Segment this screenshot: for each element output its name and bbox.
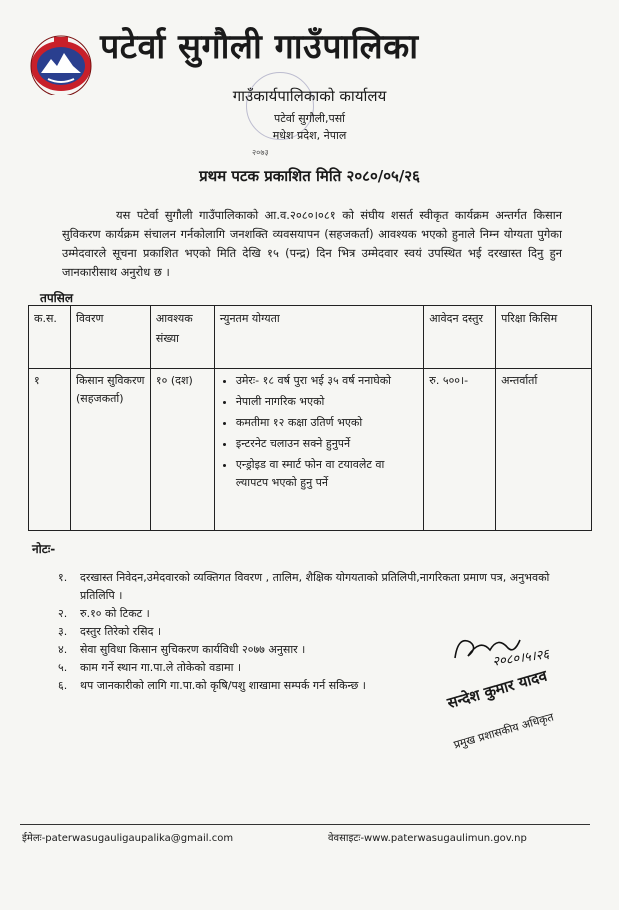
table-row [29,369,592,531]
cell-exam-type: अन्तर्वार्ता [496,369,592,531]
cell-sn: १ [29,369,71,531]
list-item: ६. थप जानकारीको लागि गा.पा.को कृषि/पशु शाखामा सम्पर्क गर्न सकिन्छ । [58,679,366,692]
header-fee: आवेदन दस्तुर [424,306,496,369]
header-count: आवश्यक संख्या [150,306,214,369]
cell-fee: रु. ५००।- [424,369,496,531]
qualification-list [220,372,418,492]
header-qualification: न्युनतम योग्यता [214,306,423,369]
qualification-item: • कमतीमा १२ कक्षा उतिर्ण भएको [236,414,418,432]
office-name: गाउँकार्यपालिकाको कार्यालय [232,87,387,105]
intro-paragraph: यस पटेर्वा सुगौली गाउँपालिकाको आ.व.२०८०।०८१ को संघीय शसर्त स्वीकृत कार्यक्रम अन्तर्गत किसान सुविकरण कार्यक्रम संचालन गर्नकोलागि जनशक्ति व्यवसयापन (सहजकर्ता) आवश्यक भएको हुनाले निम्न योग्यता पुगेका उम्मेदवारले सूचना प्रकाशित भएको मिति देखि १५ (पन्द्र) दिन भित्र उम्मेदवार स्वयं उपस्थित भई दरखास्त दिनु हुन जानकारीसाथ अनुरोध छ । [62,208,562,279]
address-line-2: मधेश प्रदेश, नेपाल [272,129,347,142]
qualification-item: • नेपाली नागरिक भएको [236,393,418,411]
list-item: १. दरखास्त निवेदन,उमेदवारको व्यक्तिगत विवरण , तालिम, शैक्षिक योगयताको प्रतिलिपी,नागरिकता प्रमाण पत्र, अनुभवको प्रतिलिपि । [58,571,550,602]
list-item: ४. सेवा सुविधा किसान सुचिकरण कार्यविधी २०७७ अनुसार । [58,643,306,656]
signatory-name: सन्देश कुमार यादव [445,666,550,713]
cell-qualifications [214,369,423,531]
note-label: नोटः- [32,542,56,556]
header-description: विवरण [70,306,150,369]
municipality-title: पटेर्वा सुगौली गाउँपालिका [100,27,419,67]
footer-website: वेवसाइटः-www.paterwasugaulimun.gov.np [328,833,527,844]
qualification-item: • एन्ड्रोइड वा स्मार्ट फोन वा टयावलेट वा ल्यापटप भएको हुनु पर्ने [236,456,418,492]
vacancy-table [28,305,592,531]
cell-count: १० (दश) [150,369,214,531]
list-item: ३. दस्तुर तिरेको रसिद । [58,625,162,638]
list-item: ५. काम गर्ने स्थान गा.पा.ले तोकेको वडामा । [58,661,242,674]
header-exam-type: परिक्षा किसिम [496,306,592,369]
table-label: तपसिल [40,291,74,305]
publication-date: प्रथम पटक प्रकाशित मिति २०८०/०५/२६ [199,167,420,185]
stamp-number: २०७३ [252,148,269,157]
cell-description: किसान सुविकरण (सहजकर्ता) [70,369,150,531]
qualification-item: • इन्टरनेट चलाउन सक्ने हुनुपर्ने [236,435,418,453]
signatory-title: प्रमुख प्रशासकीय अधिकृत [452,710,556,752]
list-item: २. रु.१० को टिकट । [58,607,150,620]
address-line-1: पटेर्वा सुगौली,पर्सा [273,112,346,125]
header-sn: क.स. [29,306,71,369]
footer-divider [20,824,590,825]
qualification-item: • उमेरः- १८ वर्ष पुरा भई ३५ वर्ष ननाघेको [236,372,418,390]
footer-email: ईमेलः-paterwasugauligaupalika@gmail.com [22,833,234,844]
signature-date: २०८०।५।२६ [491,647,551,670]
table-header-row [29,306,592,369]
